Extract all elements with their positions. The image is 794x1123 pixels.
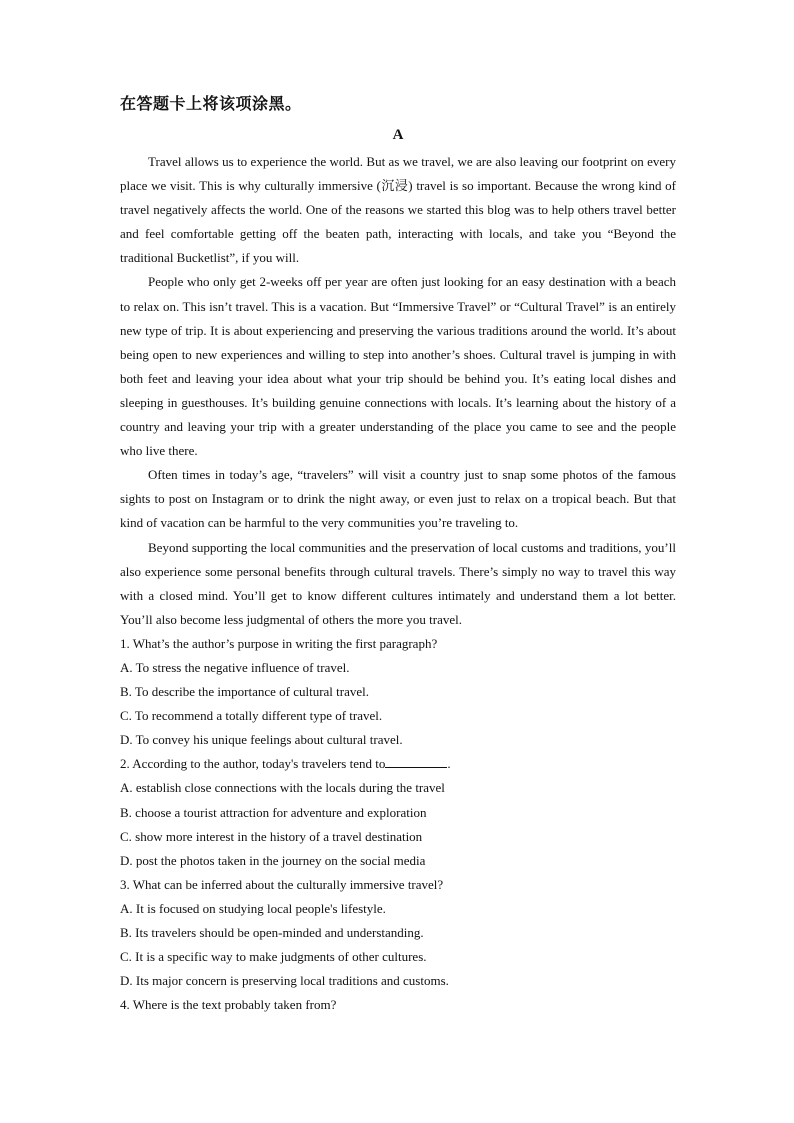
answer-option: C. show more interest in the history of a travel destination (120, 828, 423, 844)
answer-option: C. It is a specific way to make judgments of other cultures. (120, 949, 427, 965)
passage-paragraph: Often times in today’s age, “travelers” will visit a country just to snap some photos of the famous sights to post on Instagram or to drink the night away, or even just to relax on a tropical beach. But that kind of vacation can be harmful to the very communities you’re traveling to. (120, 467, 676, 531)
question-stem (120, 752, 676, 776)
question-stem-end: . (447, 756, 451, 772)
answer-option: D. Its major concern is preserving local traditions and customs. (120, 973, 449, 989)
answer-option: A. It is focused on studying local people's lifestyle. (120, 900, 386, 916)
answer-blank (385, 755, 447, 768)
question-3 (120, 873, 676, 993)
answer-option: A. establish close connections with the locals during the travel (120, 780, 445, 796)
answer-instruction: 在答题卡上将该项涂黑。 (120, 94, 302, 113)
answer-option: D. To convey his unique feelings about cultural travel. (120, 732, 403, 748)
passage-paragraph: Travel allows us to experience the world. But as we travel, we are also leaving our footprint on every place we visit. This is why culturally immersive (沉浸) travel is so important. Because the wrong kind of travel negatively affects the world. One of the reasons we started this blog was to help others travel better and feel comfortable getting off the beaten path, interacting with locals, and take you “Beyond the traditional Bucketlist”, if you will. (120, 154, 676, 266)
question-stem: 3. What can be inferred about the culturally immersive travel? (120, 876, 444, 892)
page-content (120, 92, 676, 1017)
answer-option: A. To stress the negative influence of travel. (120, 659, 350, 675)
answer-option: C. To recommend a totally different type of travel. (120, 708, 383, 724)
passage-paragraph: Beyond supporting the local communities and the preservation of local customs and traditions, you’ll also experience some personal benefits through cultural travels. There’s simply no way to travel this way with a closed mind. You’ll get to know different cultures intimately and understand them a lot better. You’ll also become less judgmental of others the more you travel. (120, 539, 676, 627)
question-4 (120, 993, 676, 1017)
question-1 (120, 632, 676, 752)
answer-option: B. Its travelers should be open-minded and understanding. (120, 925, 424, 940)
question-stem: 4. Where is the text probably taken from? (120, 997, 337, 1013)
answer-option: D. post the photos taken in the journey on the social media (120, 852, 426, 868)
question-stem-text: 2. According to the author, today's travelers tend to (120, 756, 386, 772)
answer-option: B. choose a tourist attraction for adventure and exploration (120, 804, 427, 820)
question-2 (120, 752, 676, 872)
answer-option: B. To describe the importance of cultural travel. (120, 684, 370, 700)
reading-passage (120, 150, 676, 632)
question-list (120, 632, 676, 1018)
passage-paragraph: People who only get 2-weeks off per year are often just looking for an easy destination with a beach to relax on. This isn’t travel. This is a vacation. But “Immersive Travel” or “Cultural Travel” is an entirely new type of trip. It is about experiencing and preserving the various traditions around the world. It’s about being open to new experiences and willing to step into another’s shoes. Cultural travel is jumping in with both feet and leaving your idea about what your trip should be behind you. It’s eating local dishes and sleeping in guesthouses. It’s building genuine connections with locals. It’s learning about the history of a country and leaving your trip with a greater understanding of the place you came to see and the people who live there. (120, 274, 676, 459)
question-stem: 1. What’s the author’s purpose in writing the first paragraph? (120, 635, 438, 651)
section-title: A (392, 127, 404, 143)
